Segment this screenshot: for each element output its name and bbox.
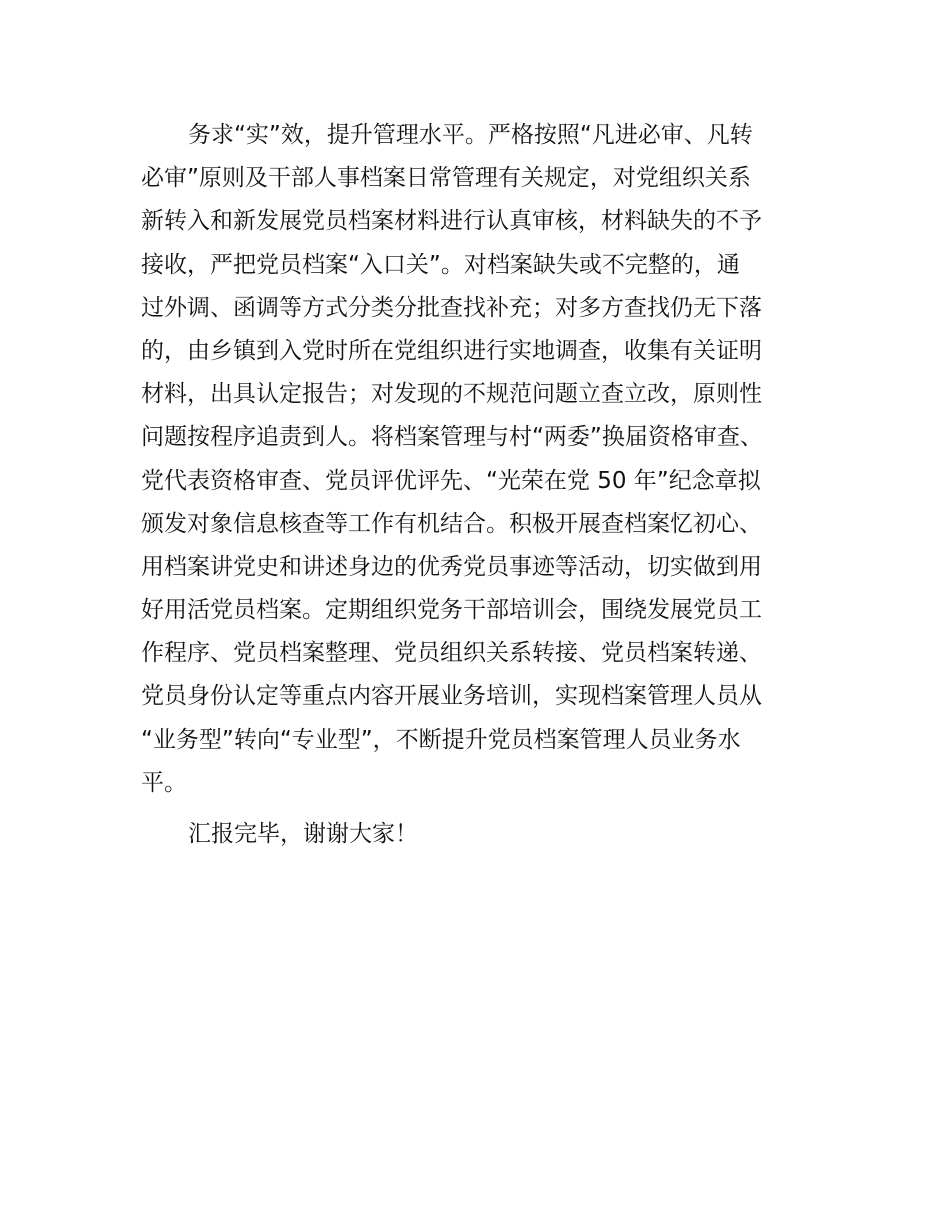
paragraph-line: 务求“实”效，提升管理水平。严格按照“凡进必审、凡转 bbox=[188, 122, 753, 148]
paragraph-line: 的，由乡镇到入党时所在党组织进行实地调查，收集有关证明 bbox=[141, 337, 762, 364]
paragraph-line: 好用活党员档案。定期组织党务干部培训会，围绕发展党员工 bbox=[141, 597, 762, 624]
paragraph-line: 颁发对象信息核查等工作有机结合。积极开展查档案忆初心、 bbox=[141, 510, 762, 537]
paragraph-line: “业务型”转向“专业型”，不断提升党员档案管理人员业务水 bbox=[141, 726, 741, 753]
paragraph-line: 作程序、党员档案整理、党员组织关系转接、党员档案转递、 bbox=[141, 640, 762, 667]
paragraph-line: 党代表资格审查、党员评优评先、“光荣在党 50 年”纪念章拟 bbox=[141, 467, 761, 494]
paragraph-line: 平。 bbox=[141, 769, 187, 796]
closing-remark: 汇报完毕，谢谢大家！ bbox=[188, 821, 418, 847]
paragraph-line: 接收，严把党员档案“入口关”。对档案缺失或不完整的，通 bbox=[141, 251, 740, 278]
paragraph-line: 材料，出具认定报告；对发现的不规范问题立查立改，原则性 bbox=[141, 381, 762, 408]
document-body bbox=[141, 114, 841, 856]
paragraph-line: 问题按程序追责到人。将档案管理与村“两委”换届资格审查、 bbox=[141, 424, 763, 451]
paragraph-line: 过外调、函调等方式分类分批查找补充；对多方查找仍无下落 bbox=[141, 294, 762, 321]
paragraph-line: 必审”原则及干部人事档案日常管理有关规定，对党组织关系 bbox=[141, 165, 751, 192]
paragraph-line: 用档案讲党史和讲述身边的优秀党员事迹等活动，切实做到用 bbox=[141, 553, 762, 580]
paragraph-line: 党员身份认定等重点内容开展业务培训，实现档案管理人员从 bbox=[141, 683, 762, 710]
paragraph-line: 新转入和新发展党员档案材料进行认真审核，材料缺失的不予 bbox=[141, 208, 762, 235]
paragraph-archive-management bbox=[141, 114, 841, 805]
